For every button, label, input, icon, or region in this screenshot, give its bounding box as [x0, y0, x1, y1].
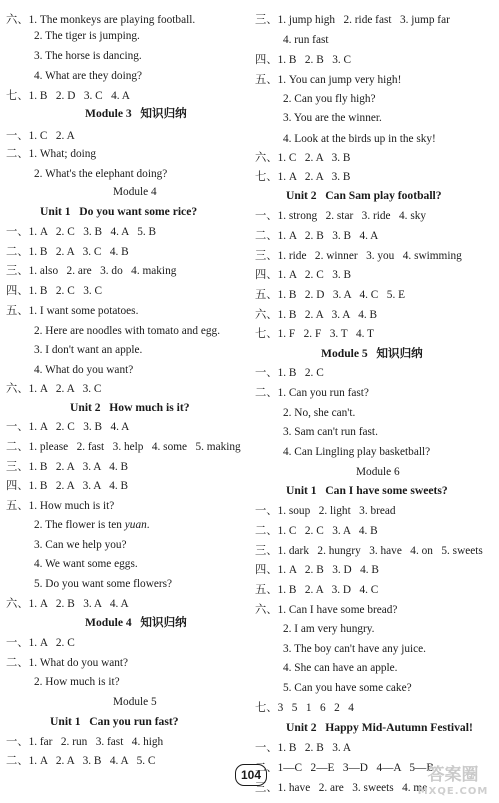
answer-line: 二、1—C 2—E 3—D 4—A 5—B — [255, 762, 434, 774]
module-title: Module 5 — [113, 696, 157, 708]
answer-line: 五、1. I want some potatoes. — [6, 305, 139, 317]
answer-line: 2. The flower is ten yuan. — [34, 519, 150, 531]
answer-line: 3. I don't want an apple. — [34, 344, 143, 356]
answer-line: 四、1. A 2. C 3. B — [255, 269, 352, 281]
watermark-logo — [410, 760, 496, 798]
watermark-text: 答案圈 — [427, 765, 479, 785]
answer-line: 3. You are the winner. — [283, 112, 382, 124]
answer-line: 2. No, she can't. — [283, 407, 356, 419]
answer-line: 七、1. A 2. A 3. B — [255, 171, 351, 183]
answer-line: 五、1. You can jump very high! — [255, 74, 402, 86]
answer-line: 四、1. A 2. B 3. D 4. B — [255, 564, 379, 576]
answer-line: 一、1. A 2. C 3. B 4. A — [6, 421, 130, 433]
answer-line: 六、1. C 2. A 3. B — [255, 152, 351, 164]
answer-line: 六、1. A 2. A 3. C — [6, 383, 102, 395]
answer-line: 5. Can you have some cake? — [283, 682, 412, 694]
section-heading: Unit 1 Can you run fast? — [50, 715, 179, 728]
answer-line: 二、1. Can you run fast? — [255, 387, 369, 399]
section-heading: Unit 1 Can I have some sweets? — [286, 484, 448, 497]
answer-line: 4. Look at the birds up in the sky! — [283, 133, 436, 145]
answer-line: 二、1. A 2. A 3. B 4. A 5. C — [6, 755, 156, 767]
answer-line: 三、1. also 2. are 3. do 4. making — [6, 265, 177, 277]
answer-line: 二、1. please 2. fast 3. help 4. some 5. making — [6, 441, 241, 453]
section-heading: Module 3 知识归纳 — [85, 107, 187, 120]
answer-line: 2. The tiger is jumping. — [34, 30, 140, 42]
answer-line: 六、1. B 2. A 3. A 4. B — [255, 309, 378, 321]
answer-line: 四、1. B 2. A 3. A 4. B — [6, 480, 129, 492]
answer-line: 4. What do you want? — [34, 364, 134, 376]
answer-line: 二、1. What; doing — [6, 148, 97, 160]
answer-line: 4. What are they doing? — [34, 70, 143, 82]
answer-line: 一、1. B 2. B 3. A — [255, 742, 352, 754]
answer-line: 七、3 5 1 6 2 4 — [255, 702, 354, 714]
answer-line: 三、1. have 2. are 3. sweets 4. me — [255, 782, 428, 794]
section-heading: Unit 1 Do you want some rice? — [40, 205, 198, 218]
answer-line: 六、1. The monkeys are playing football. — [6, 14, 196, 26]
answer-line: 一、1. far 2. run 3. fast 4. high — [6, 736, 164, 748]
section-heading: Unit 2 How much is it? — [70, 401, 190, 414]
page-number: 104 — [235, 764, 267, 786]
answer-line: 一、1. strong 2. star 3. ride 4. sky — [255, 210, 427, 222]
answer-line: 3. The horse is dancing. — [34, 50, 142, 62]
answer-line: 2. Here are noodles with tomato and egg. — [34, 325, 221, 337]
module-title: Module 4 — [113, 186, 157, 198]
answer-line: 3. Sam can't run fast. — [283, 426, 378, 438]
section-heading: Module 4 知识归纳 — [85, 616, 187, 629]
answer-line: 4. We want some eggs. — [34, 558, 138, 570]
answer-line: 五、1. B 2. A 3. D 4. C — [255, 584, 379, 596]
answer-line: 二、1. C 2. C 3. A 4. B — [255, 525, 378, 537]
answer-line: 五、1. B 2. D 3. A 4. C 5. E — [255, 289, 406, 301]
answer-line: 七、1. B 2. D 3. C 4. A — [6, 90, 130, 102]
answer-line: 三、1. B 2. A 3. A 4. B — [6, 461, 129, 473]
answer-line: 二、1. A 2. B 3. B 4. A — [255, 230, 379, 242]
answer-line: 七、1. F 2. F 3. T 4. T — [255, 328, 374, 340]
answer-line: 一、1. B 2. C — [255, 367, 324, 379]
answer-line: 二、1. B 2. A 3. C 4. B — [6, 246, 129, 258]
watermark-url: MXQE.COM — [417, 786, 489, 797]
answer-line: 4. She can have an apple. — [283, 662, 398, 674]
answer-line: 2. Can you fly high? — [283, 93, 376, 105]
answer-line: 三、1. ride 2. winner 3. you 4. swimming — [255, 250, 462, 262]
section-heading: Unit 2 Happy Mid-Autumn Festival! — [286, 721, 473, 734]
answer-line: 5. Do you want some flowers? — [34, 578, 173, 590]
section-heading: Unit 2 Can Sam play football? — [286, 189, 442, 202]
answer-line: 四、1. B 2. C 3. C — [6, 285, 103, 297]
answer-line: 三、1. jump high 2. ride fast 3. jump far — [255, 14, 450, 26]
answer-line: 一、1. A 2. C 3. B 4. A 5. B — [6, 226, 157, 238]
answer-line: 一、1. soup 2. light 3. bread — [255, 505, 396, 517]
answer-line: 3. Can we help you? — [34, 539, 127, 551]
answer-line: 四、1. B 2. B 3. C — [255, 54, 352, 66]
module-title: Module 6 — [356, 466, 400, 478]
answer-line: 五、1. How much is it? — [6, 500, 115, 512]
answer-line: 一、1. C 2. A — [6, 130, 75, 142]
answer-line: 一、1. A 2. C — [6, 637, 75, 649]
section-heading: Module 5 知识归纳 — [321, 347, 423, 360]
answer-line: 2. I am very hungry. — [283, 623, 375, 635]
answer-line: 4. run fast — [283, 34, 329, 46]
answer-line: 六、1. Can I have some bread? — [255, 604, 398, 616]
answer-line: 2. How much is it? — [34, 676, 120, 688]
answer-line: 2. What's the elephant doing? — [34, 168, 168, 180]
answer-line: 二、1. What do you want? — [6, 657, 129, 669]
answer-line: 3. The boy can't have any juice. — [283, 643, 426, 655]
answer-line: 4. Can Lingling play basketball? — [283, 446, 431, 458]
answer-line: 三、1. dark 2. hungry 3. have 4. on 5. sweets — [255, 545, 483, 557]
answer-line: 六、1. A 2. B 3. A 4. A — [6, 598, 129, 610]
